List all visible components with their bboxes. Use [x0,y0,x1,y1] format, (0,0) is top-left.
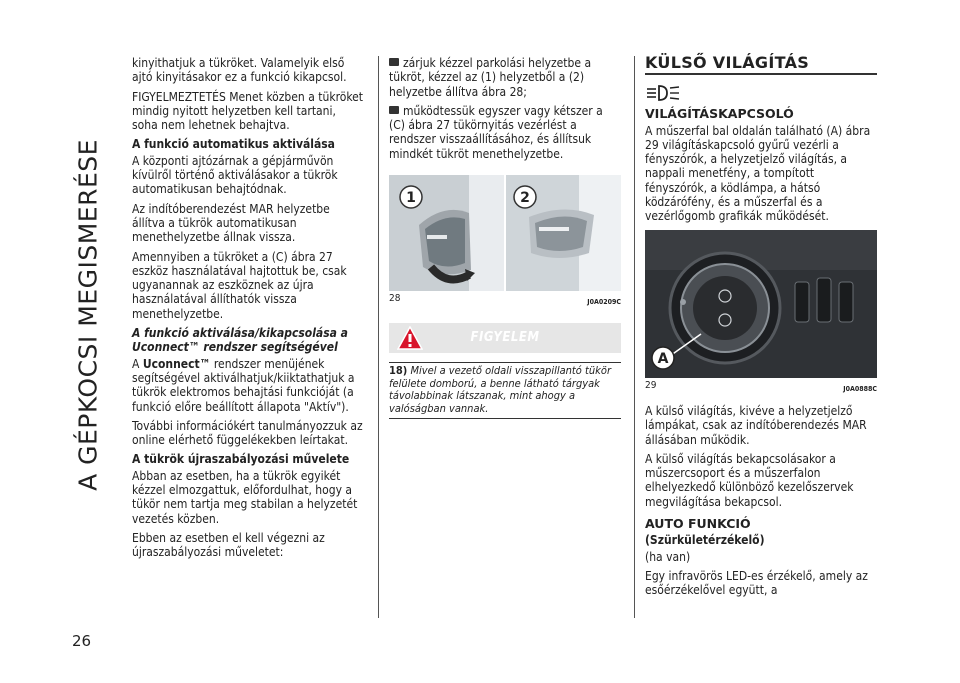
paragraph: A Uconnect™ rendszer menüjének segítségével aktiválhatjuk/kiiktathatjuk a tükrök elektromos behajtási funkcióját (a funkció előre beállított állapota "Aktív"). [132,356,355,414]
subheading: AUTO FUNKCIÓ [645,516,751,532]
paragraph: A külső világítás, kivéve a helyzetjelző lámpákat, csak az indítóberendezés MAR állásában működik. [645,403,867,447]
text-column-3 [645,53,877,603]
subheading: VILÁGÍTÁSKAPCSOLÓ [645,106,794,122]
bullet-item: zárjuk kézzel parkolási helyzetbe a tükröt, kézzel az (1) helyzetből a (2) helyzetbe állítva ábra 28; [389,56,592,99]
page-number: 26 [72,632,92,650]
subheading: (Szürkületérzékelő) [645,533,765,548]
paragraph: További információkért tanulmányozzuk az online elérhető függelékekben leírtakat. [132,418,363,448]
subheading: A tükrök újraszabályozási művelete [132,452,350,467]
paragraph: Abban az esetben, ha a tükrök egyikét kézzel elmozgattuk, előfordulhat, hogy a tükör nem tartja meg stabilan a helyzetét vezetés közben. [132,468,358,526]
paragraph: A műszerfal bal oldalán található (A) ábra 29 világításkapcsoló gyűrű vezérli a fényszórók, a helyzetjelző világítás, a nappali menetfény, a tompított fényszórók, a ködlámpa, a hátsó ködzárófény, és a műszerfal és a vezérlőgomb grafikák működését. [645,123,871,224]
section-side-title: A GÉPKOCSI MEGISMERÉSE [73,139,103,491]
figure-29-image [645,230,877,378]
figure-code: J0A0888C [843,384,877,393]
section-heading: KÜLSŐ VILÁGÍTÁS [645,53,810,72]
paragraph: Egy infravörös LED-es érzékelő, amely az esőérzékelővel együtt, a [645,568,868,598]
text-column-1 [132,56,364,565]
figure-callout: 1 [406,190,416,207]
subheading: A funkció automatikus aktiválása [132,137,335,152]
warning-title: FIGYELEM [470,330,540,346]
heading-rule [645,73,877,75]
warning-triangle-icon [397,326,423,350]
bullet-item: működtessük egyszer vagy kétszer a (C) ábra 27 tükörnyitás vezérlést a rendszer visszaállításához, és állítsuk mindkét tükröt menethelyzetbe. [389,103,603,161]
text-column-2 [389,56,621,419]
paragraph: Ebben az esetben el kell végezni az újraszabályozási műveletet: [132,530,325,560]
paragraph: Amennyiben a tükröket a (C) ábra 27 eszköz használatával hajtottuk be, csak ugyanannak az eszköznek az újra használatával állíthatók vissza menethelyzetbe. [132,249,347,321]
figure-28-image [389,175,621,291]
subheading: A funkció aktiválása/kikapcsolása a Uconnect™ rendszer segítségével [132,326,348,355]
figure-number: 29 [645,379,657,391]
warning-text: 18) Mivel a vezető oldali visszapillantó tükör felülete domború, a benne látható tárgyak távolabbinak látszanak, mint ahogy a valóságban vannak. [389,362,621,419]
paragraph: (ha van) [645,549,691,564]
bullet-icon [389,58,399,66]
paragraph: kinyithatjuk a tükröket. Valamelyik első ajtó kinyitásakor ez a funkció kikapcsol. [132,56,347,85]
paragraph: FIGYELMEZTETÉS Menet közben a tükröket mindig nyitott helyzetben kell tartani, soha nem lehetnek behajtva. [132,89,364,133]
figure-code: J0A0209C [587,298,621,307]
figure-callout: 2 [520,190,530,207]
figure-caption [645,379,877,396]
headlamp-icon [645,83,681,103]
warning-header [389,323,621,353]
column-divider [378,56,379,618]
column-divider [634,56,635,618]
figure-caption [389,292,621,309]
figure-number: 28 [389,293,401,305]
paragraph: Az indítóberendezést MAR helyzetbe állítva a tükrök automatikusan menethelyzetbe állnak vissza. [132,201,330,245]
figure-callout: A [657,350,669,367]
bullet-icon [389,106,399,114]
paragraph: A külső világítás bekapcsolásakor a műszercsoport és a műszerfalon elhelyezkedő különböző kezelőszervek megvilágítása bekapcsol. [645,451,854,509]
paragraph: A központi ajtózárnak a gépjárművön kívülről történő aktiválásakor a tükrök automatikusan behajtódnak. [132,153,338,197]
